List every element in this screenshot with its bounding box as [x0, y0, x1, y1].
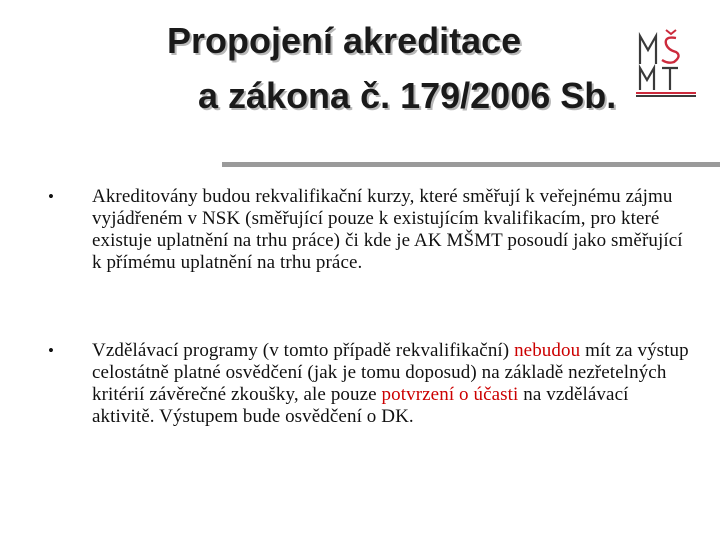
highlight-nebudou: nebudou	[514, 340, 581, 361]
bullet-text-part: na vzdělávací aktivitě. Výstupem bude osvědčení o DK.	[92, 384, 629, 427]
slide-title	[0, 0, 720, 130]
bullet-marker: •	[48, 187, 54, 206]
bullet-text-part: mít za výstup celostátně platné osvědčení (jak je tomu doposud) na základě nezřetelných kritérií závěrečné zkoušky, ale pouze	[92, 340, 689, 405]
bullet-item-accreditation: Akreditovány budou rekvalifikační kurzy, které směřují k veřejnému zájmu vyjádřeném v NSK (směřující pouze k existujícím kvalifikacím, pro které existuje uplatnění na trhu práce) či kde je AK MŠMT posoudí jako směřující k přímému uplatnění na trhu práce.	[92, 186, 683, 273]
bullet-marker: •	[48, 341, 54, 360]
bullet-item-programs	[92, 340, 692, 428]
title-line-1: Propojení akreditace	[167, 20, 522, 61]
msmt-logo	[636, 28, 696, 98]
bullet-text-part: Vzdělávací programy (v tomto případě rekvalifikační)	[92, 340, 515, 361]
title-rule	[222, 162, 720, 167]
msmt-logo-icon	[636, 28, 696, 98]
highlight-potvrzeni: potvrzení o účasti	[381, 384, 519, 405]
title-line-2: a zákona č. 179/2006 Sb.	[198, 75, 617, 116]
